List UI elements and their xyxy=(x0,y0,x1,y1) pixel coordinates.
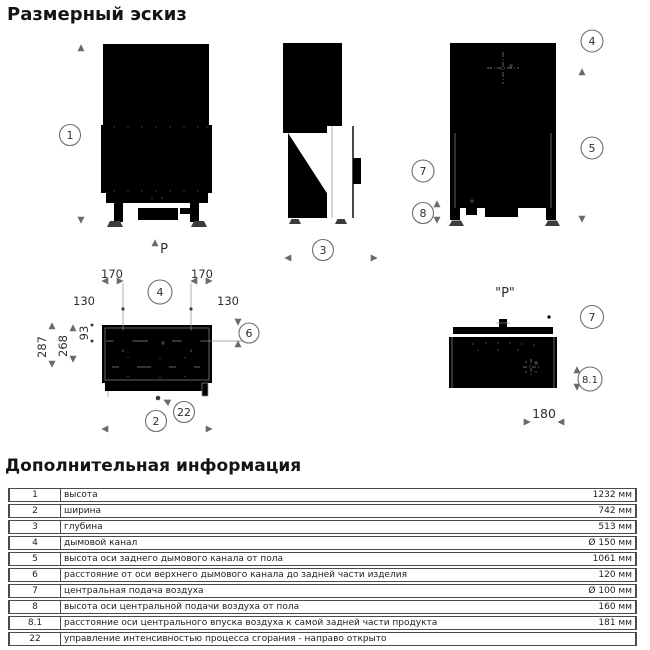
callout-22: 22 xyxy=(177,406,191,419)
table-row xyxy=(8,488,637,502)
row-description: центральная подача воздуха xyxy=(61,584,559,598)
flue-hole xyxy=(151,359,169,377)
callout-3: 3 xyxy=(319,244,327,257)
dim-170-right: 170 xyxy=(191,267,213,281)
table-row xyxy=(8,520,637,534)
dim-268: 268 xyxy=(56,335,70,357)
row-number: 1 xyxy=(8,488,61,502)
row-description: дымовой канал xyxy=(61,536,559,550)
row-value xyxy=(559,632,637,646)
table-row xyxy=(8,616,637,630)
callout-8: 8 xyxy=(419,207,427,220)
table-row xyxy=(8,552,637,566)
row-number: 6 xyxy=(8,568,61,582)
flue-hole xyxy=(182,331,201,350)
row-description: управление интенсивностью процесса сгорания - направо открыто xyxy=(61,632,559,646)
dimensional-sketch xyxy=(0,28,650,458)
flue-hole xyxy=(114,331,133,350)
page-title: Размерный эскиз xyxy=(7,4,187,25)
side-hood xyxy=(283,43,342,133)
side-door xyxy=(327,126,353,218)
back-view xyxy=(412,30,603,226)
row-number: 2 xyxy=(8,504,61,518)
front-glass xyxy=(110,133,203,185)
table-row xyxy=(8,504,637,518)
row-value: 181 мм xyxy=(559,616,637,630)
front-plinth xyxy=(106,193,208,203)
row-description: высота оси заднего дымового канала от пола xyxy=(61,552,559,566)
row-description: высота xyxy=(61,488,559,502)
dim-130-right: 130 xyxy=(217,294,239,308)
table-row xyxy=(8,568,637,582)
callout-1: 1 xyxy=(66,129,74,142)
table-row xyxy=(8,536,637,550)
row-value: 1061 мм xyxy=(559,552,637,566)
bottom-view-p xyxy=(449,286,604,426)
dim-287: 287 xyxy=(35,336,49,358)
table-row xyxy=(8,632,637,646)
row-description: глубина xyxy=(61,520,559,534)
dim-180: 180 xyxy=(532,406,556,421)
flue-hole xyxy=(176,358,194,376)
callout-2: 2 xyxy=(152,415,160,428)
info-section-title: Дополнительная информация xyxy=(5,456,302,476)
p-view-label: "P" xyxy=(495,286,515,301)
row-number: 3 xyxy=(8,520,61,534)
flue-hole-center xyxy=(148,329,172,353)
front-view xyxy=(60,44,213,257)
front-hood xyxy=(103,44,209,125)
row-number: 8.1 xyxy=(8,616,61,630)
row-description: высота оси центральной подачи воздуха от пола xyxy=(61,600,559,614)
row-description: расстояние от оси верхнего дымового канала до задней части изделия xyxy=(61,568,559,582)
dim-130-left: 130 xyxy=(73,294,95,308)
row-value: 120 мм xyxy=(559,568,637,582)
callout-7p: 7 xyxy=(588,311,596,324)
dim-93: 93 xyxy=(77,325,91,341)
row-number: 7 xyxy=(8,584,61,598)
front-drawer xyxy=(138,208,178,220)
p-direction-label: P xyxy=(160,242,168,257)
row-description: ширина xyxy=(61,504,559,518)
row-value: Ø 100 мм xyxy=(559,584,637,598)
callout-5: 5 xyxy=(588,142,596,155)
row-value: 160 мм xyxy=(559,600,637,614)
row-description: расстояние оси центрального впуска воздуха к самой задней части продукта xyxy=(61,616,559,630)
callout-8-1: 8.1 xyxy=(582,375,598,386)
callout-4: 4 xyxy=(588,35,596,48)
top-view xyxy=(35,267,259,432)
dim-170-left: 170 xyxy=(101,267,123,281)
control-lever xyxy=(156,396,161,401)
row-value: 742 мм xyxy=(559,504,637,518)
table-row xyxy=(8,584,637,598)
door-handle xyxy=(198,156,203,180)
flue-hole xyxy=(119,358,137,376)
row-value: 1232 мм xyxy=(559,488,637,502)
row-number: 5 xyxy=(8,552,61,566)
callout-4-top: 4 xyxy=(156,286,164,299)
row-number: 4 xyxy=(8,536,61,550)
row-value: Ø 150 мм xyxy=(559,536,637,550)
row-value: 513 мм xyxy=(559,520,637,534)
table-row xyxy=(8,600,637,614)
row-number: 22 xyxy=(8,632,61,646)
callout-6: 6 xyxy=(245,327,253,340)
row-number: 8 xyxy=(8,600,61,614)
side-view xyxy=(283,43,377,262)
info-table xyxy=(8,486,637,648)
callout-7: 7 xyxy=(419,165,427,178)
side-handle xyxy=(353,158,361,184)
